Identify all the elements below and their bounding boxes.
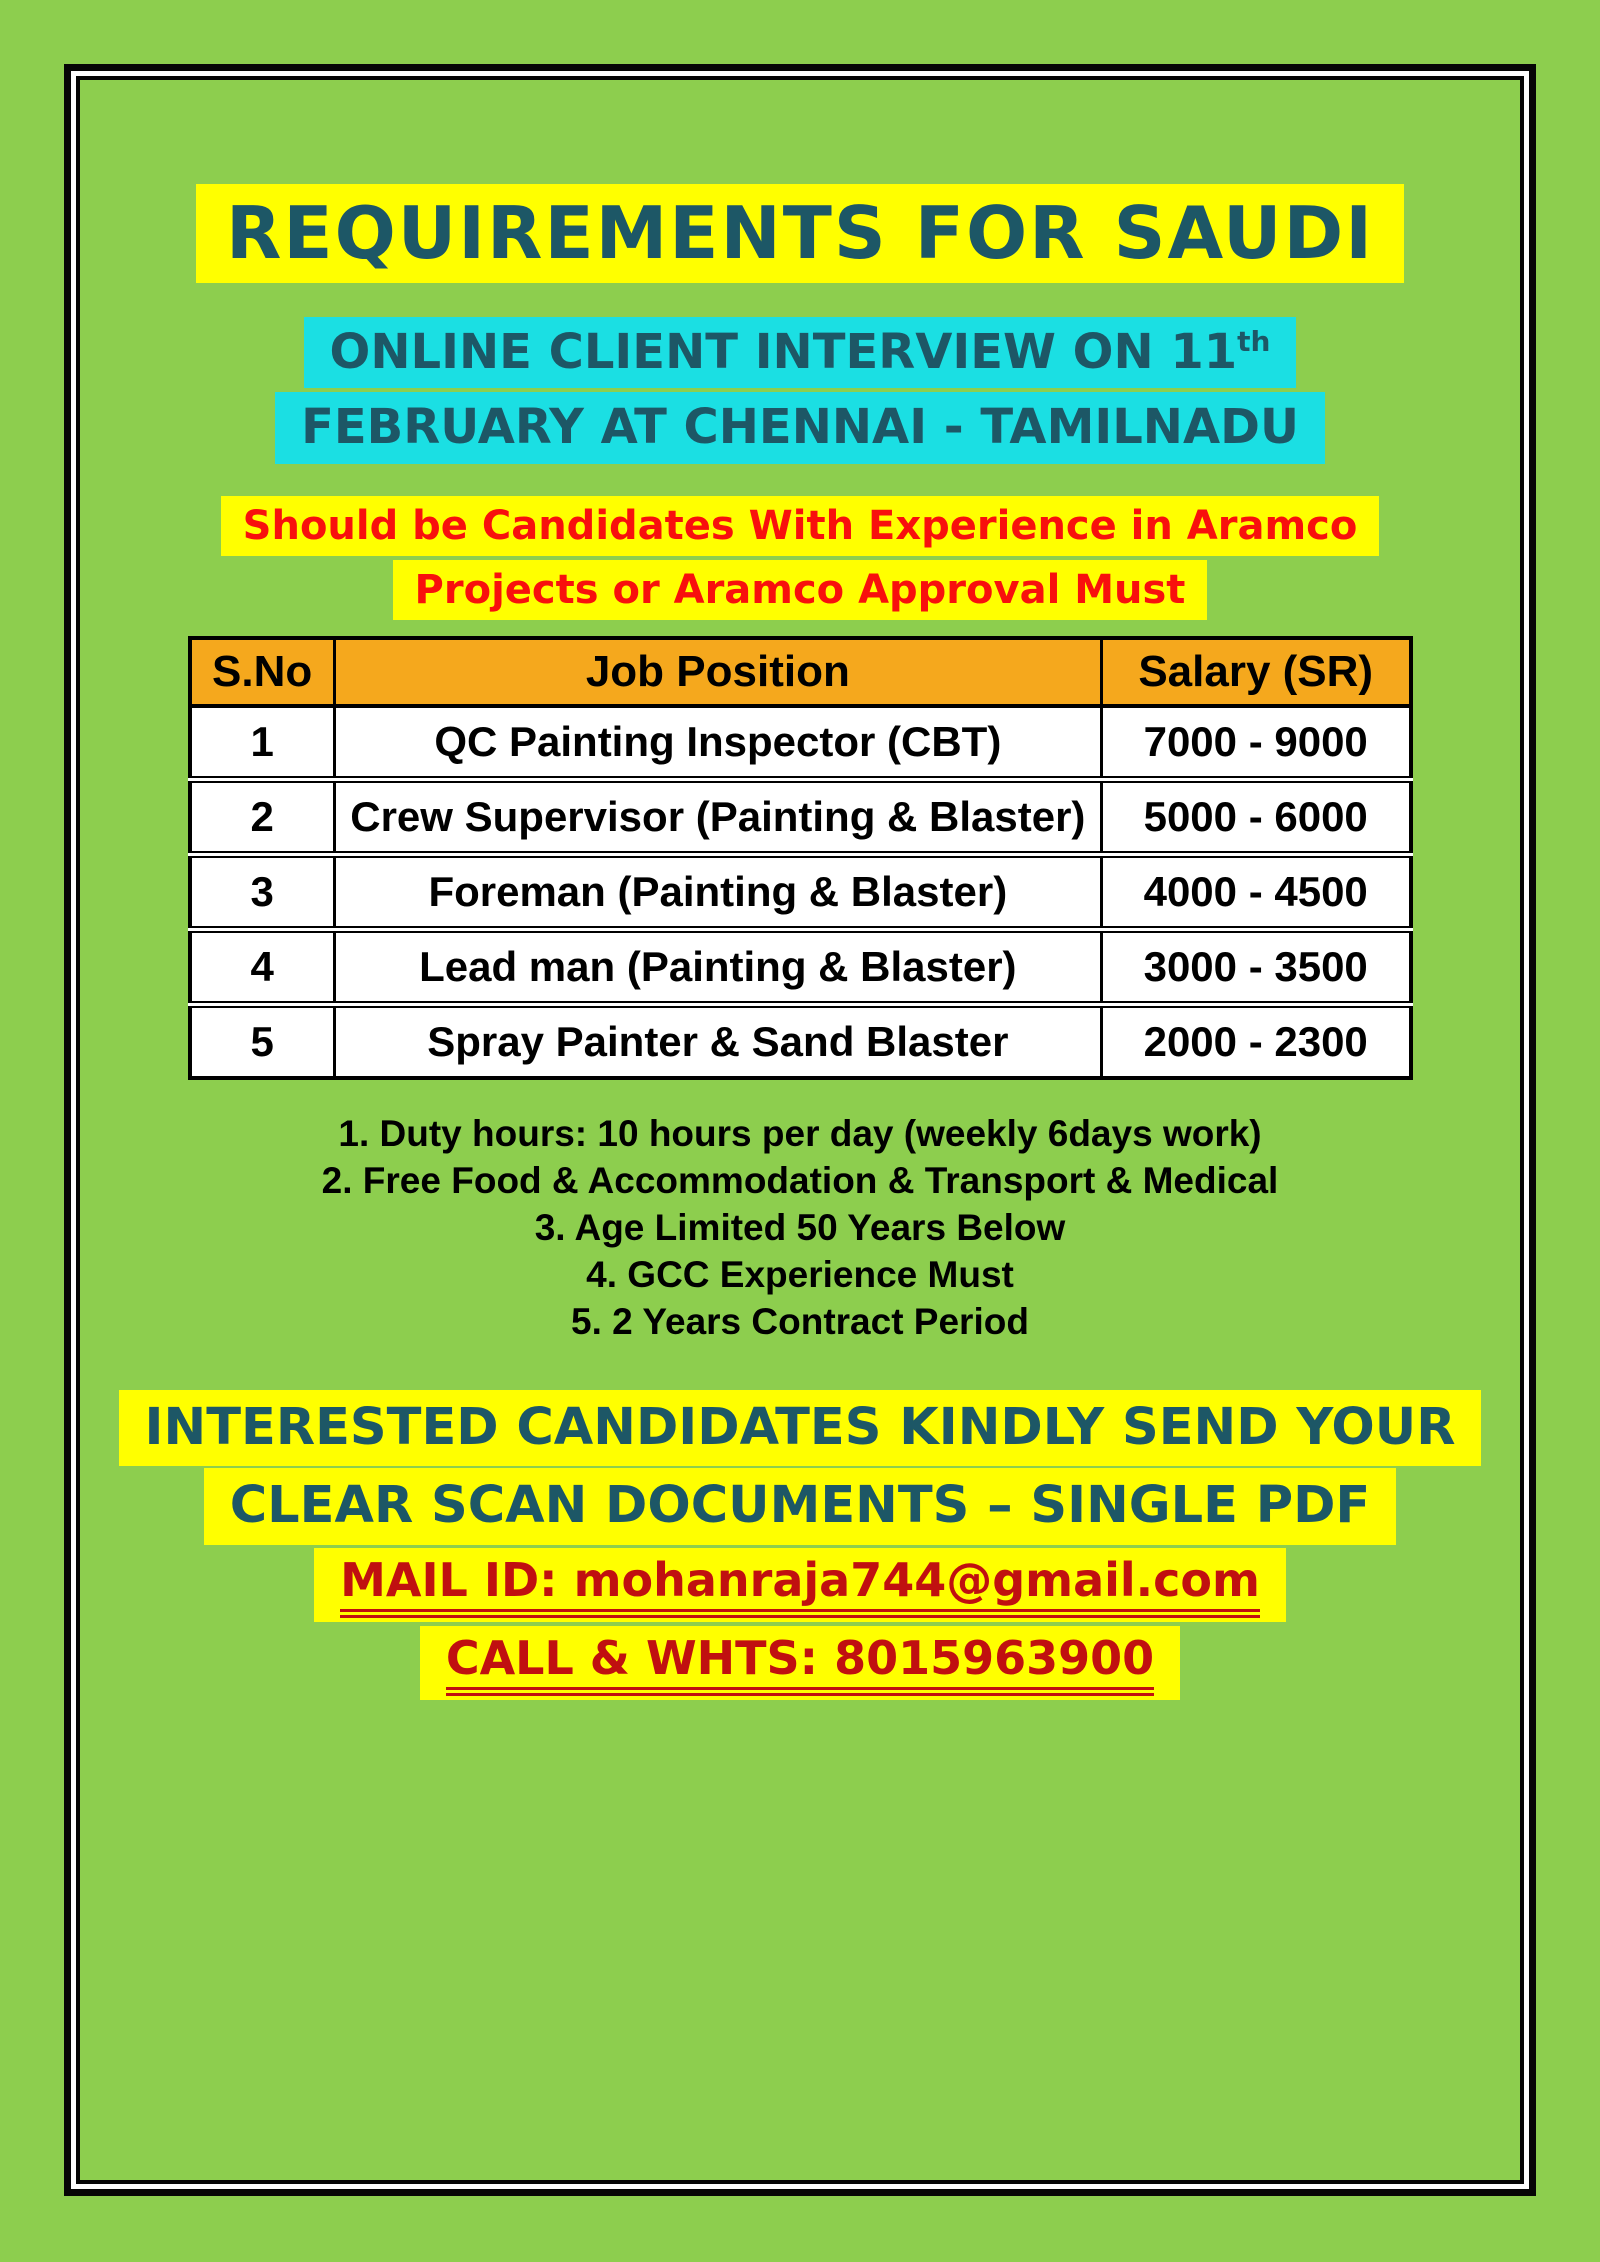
cta-line-2-text: CLEAR SCAN DOCUMENTS – SINGLE PDF — [204, 1468, 1397, 1545]
cta-line-2 — [80, 1467, 1520, 1546]
table-row — [190, 854, 1411, 929]
mail-line — [80, 1546, 1520, 1624]
cell-salary: 3000 - 3500 — [1101, 929, 1410, 1004]
notice-line-2-text: Projects or Aramco Approval Must — [393, 560, 1208, 620]
table-row — [190, 929, 1411, 1004]
table-row — [190, 779, 1411, 854]
cta-line-1-text: INTERESTED CANDIDATES KINDLY SEND YOUR — [119, 1390, 1482, 1467]
email-text: MAIL ID: mohanraja744@gmail.com — [340, 1554, 1260, 1618]
table-row — [190, 1004, 1411, 1078]
table-row — [190, 706, 1411, 780]
aramco-notice — [80, 494, 1520, 622]
page-title: REQUIREMENTS FOR SAUDI — [196, 184, 1404, 283]
cell-salary: 5000 - 6000 — [1101, 779, 1410, 854]
interview-subtitle — [80, 315, 1520, 465]
term-item-2: 2. Free Food & Accommodation & Transport & Medical — [321, 1159, 1279, 1201]
cell-job-position: QC Painting Inspector (CBT) — [334, 706, 1101, 780]
cell-salary: 7000 - 9000 — [1101, 706, 1410, 780]
header-job-position: Job Position — [334, 638, 1101, 706]
ordinal-suffix: th — [1237, 325, 1271, 359]
header-salary: Salary (SR) — [1101, 638, 1410, 706]
subtitle-line-2 — [80, 390, 1520, 465]
notice-line-1-text: Should be Candidates With Experience in Aramco — [221, 496, 1380, 556]
subtitle-line-1-highlight — [304, 317, 1297, 388]
title-row — [80, 184, 1520, 283]
cta-line-1 — [80, 1389, 1520, 1468]
cell-job-position: Foreman (Painting & Blaster) — [334, 854, 1101, 929]
cell-sno: 5 — [190, 1004, 335, 1078]
call-line-highlight — [420, 1626, 1180, 1700]
mail-line-highlight — [314, 1548, 1286, 1622]
cell-sno: 4 — [190, 929, 335, 1004]
notice-line-2 — [80, 558, 1520, 622]
term-item-5: 5. 2 Years Contract Period — [571, 1300, 1029, 1342]
cell-job-position: Lead man (Painting & Blaster) — [334, 929, 1101, 1004]
subtitle-line-1 — [80, 315, 1520, 390]
terms-list — [80, 1110, 1520, 1345]
cell-sno: 3 — [190, 854, 335, 929]
cta-block — [80, 1389, 1520, 1702]
poster-frame — [64, 64, 1536, 2196]
call-line — [80, 1624, 1520, 1702]
table-header-row — [190, 638, 1411, 706]
term-item-1: 1. Duty hours: 10 hours per day (weekly 6days work) — [338, 1112, 1262, 1154]
phone-text: CALL & WHTS: 8015963900 — [446, 1632, 1154, 1696]
term-item-4: 4. GCC Experience Must — [586, 1253, 1014, 1295]
jobs-table — [188, 636, 1413, 1080]
poster-content — [76, 76, 1524, 2184]
subtitle-line-1-text: ONLINE CLIENT INTERVIEW ON 11 — [329, 324, 1238, 381]
cell-job-position: Crew Supervisor (Painting & Blaster) — [334, 779, 1101, 854]
cell-sno: 2 — [190, 779, 335, 854]
notice-line-1 — [80, 494, 1520, 558]
cell-salary: 4000 - 4500 — [1101, 854, 1410, 929]
header-sno: S.No — [190, 638, 335, 706]
cell-job-position: Spray Painter & Sand Blaster — [334, 1004, 1101, 1078]
cell-salary: 2000 - 2300 — [1101, 1004, 1410, 1078]
term-item-3: 3. Age Limited 50 Years Below — [534, 1206, 1066, 1248]
cell-sno: 1 — [250, 717, 274, 765]
subtitle-line-2-text: FEBRUARY AT CHENNAI - TAMILNADU — [275, 392, 1325, 463]
